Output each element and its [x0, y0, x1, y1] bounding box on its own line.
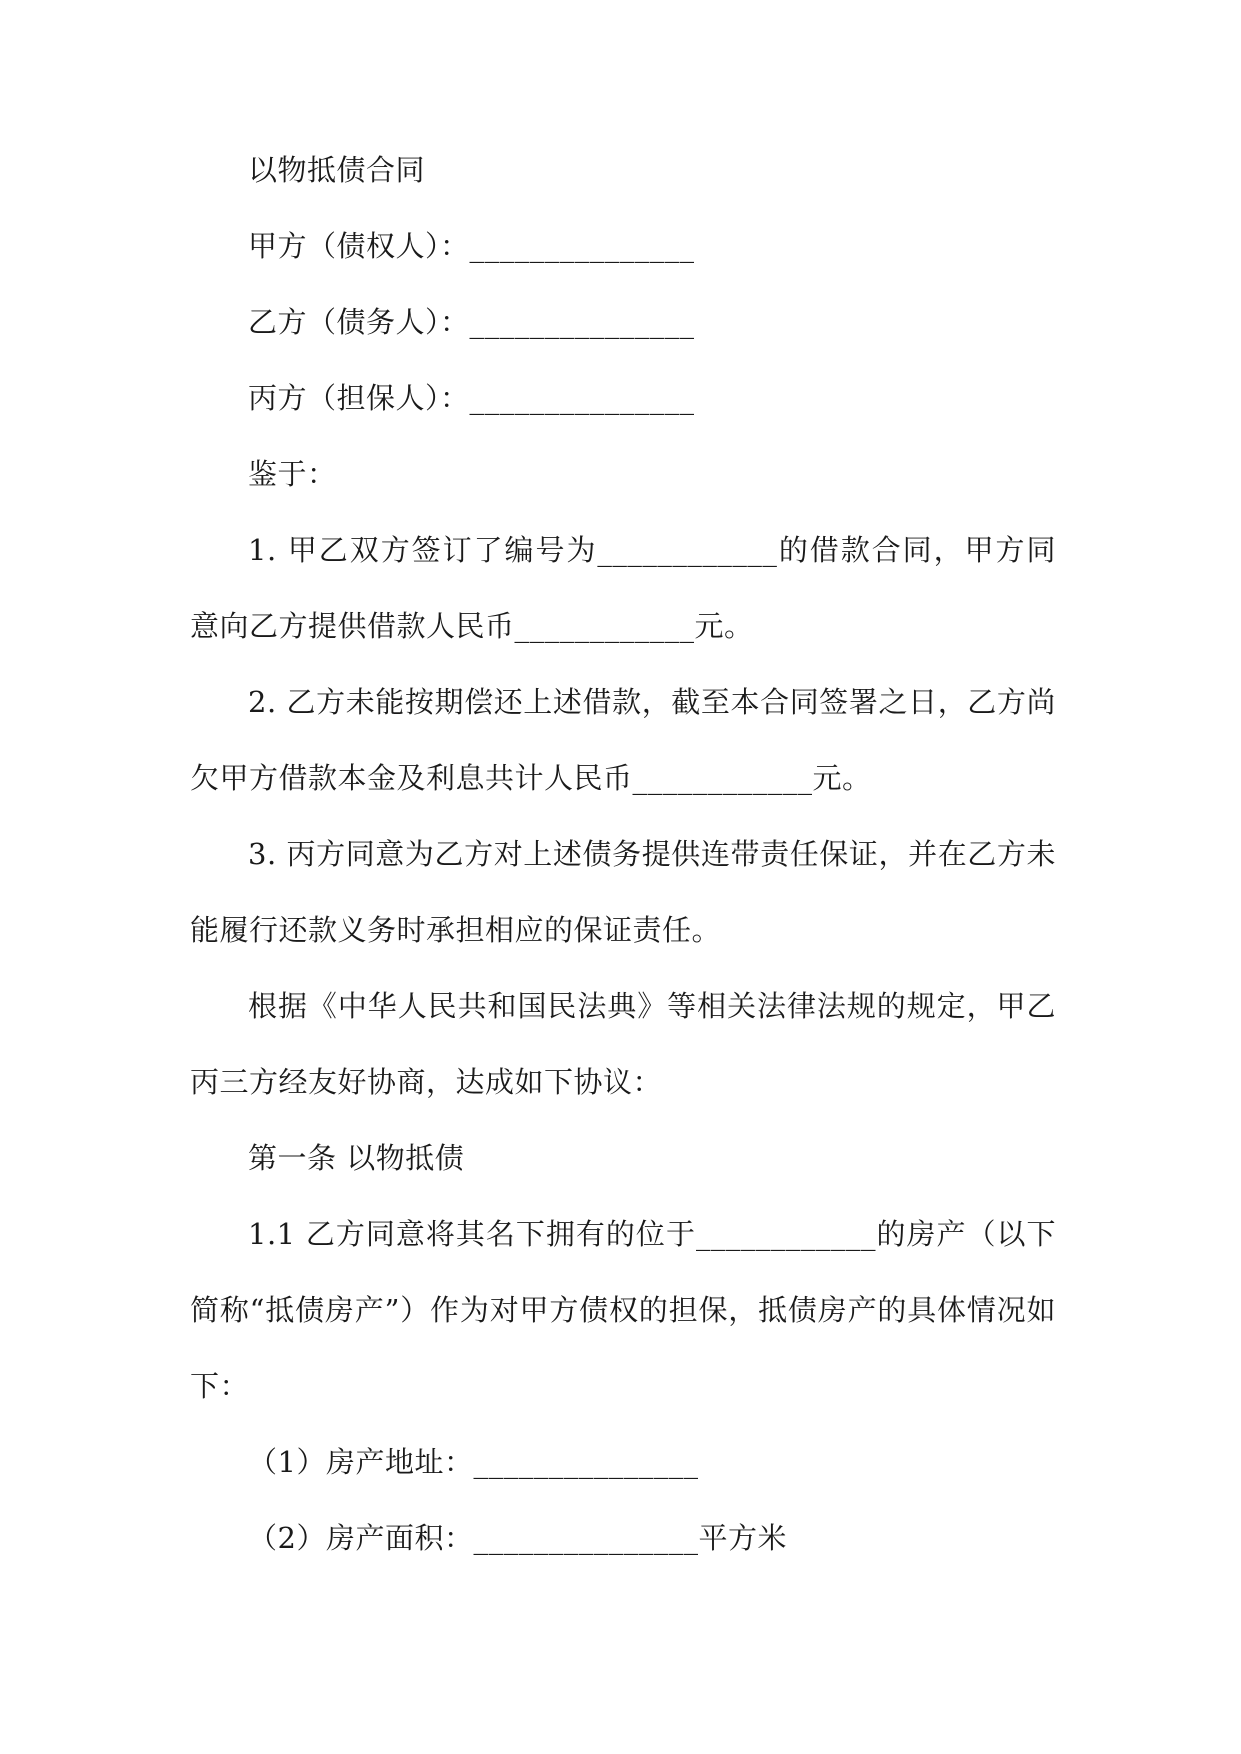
clause-1-1: 1.1 乙方同意将其名下拥有的位于____________的房产（以下简称“抵债房产”）作为对甲方债权的担保，抵债房产的具体情况如下：	[190, 1217, 1056, 1403]
property-area-item: （2）房产面积：_______________平方米	[248, 1521, 787, 1555]
party-a-line: 甲方（债权人）：_______________	[248, 229, 695, 263]
party-b-line: 乙方（债务人）：_______________	[248, 305, 695, 339]
legal-basis-paragraph: 根据《中华人民共和国民法典》等相关法律法规的规定，甲乙丙三方经友好协商，达成如下协议：	[190, 989, 1056, 1099]
recital-1: 1. 甲乙双方签订了编号为____________的借款合同，甲方同意向乙方提供借款人民币____________元。	[190, 533, 1056, 643]
document-body	[190, 132, 1056, 1576]
property-address-item: （1）房产地址：_______________	[248, 1445, 699, 1479]
party-c-line: 丙方（担保人）：_______________	[248, 381, 695, 415]
article-1-heading: 第一条 以物抵债	[248, 1141, 465, 1175]
document-title: 以物抵债合同	[248, 153, 426, 187]
whereas-heading: 鉴于：	[248, 457, 337, 491]
recital-3: 3. 丙方同意为乙方对上述债务提供连带责任保证，并在乙方未能履行还款义务时承担相应的保证责任。	[190, 837, 1056, 947]
recital-2: 2. 乙方未能按期偿还上述借款，截至本合同签署之日，乙方尚欠甲方借款本金及利息共计人民币____________元。	[190, 685, 1056, 795]
